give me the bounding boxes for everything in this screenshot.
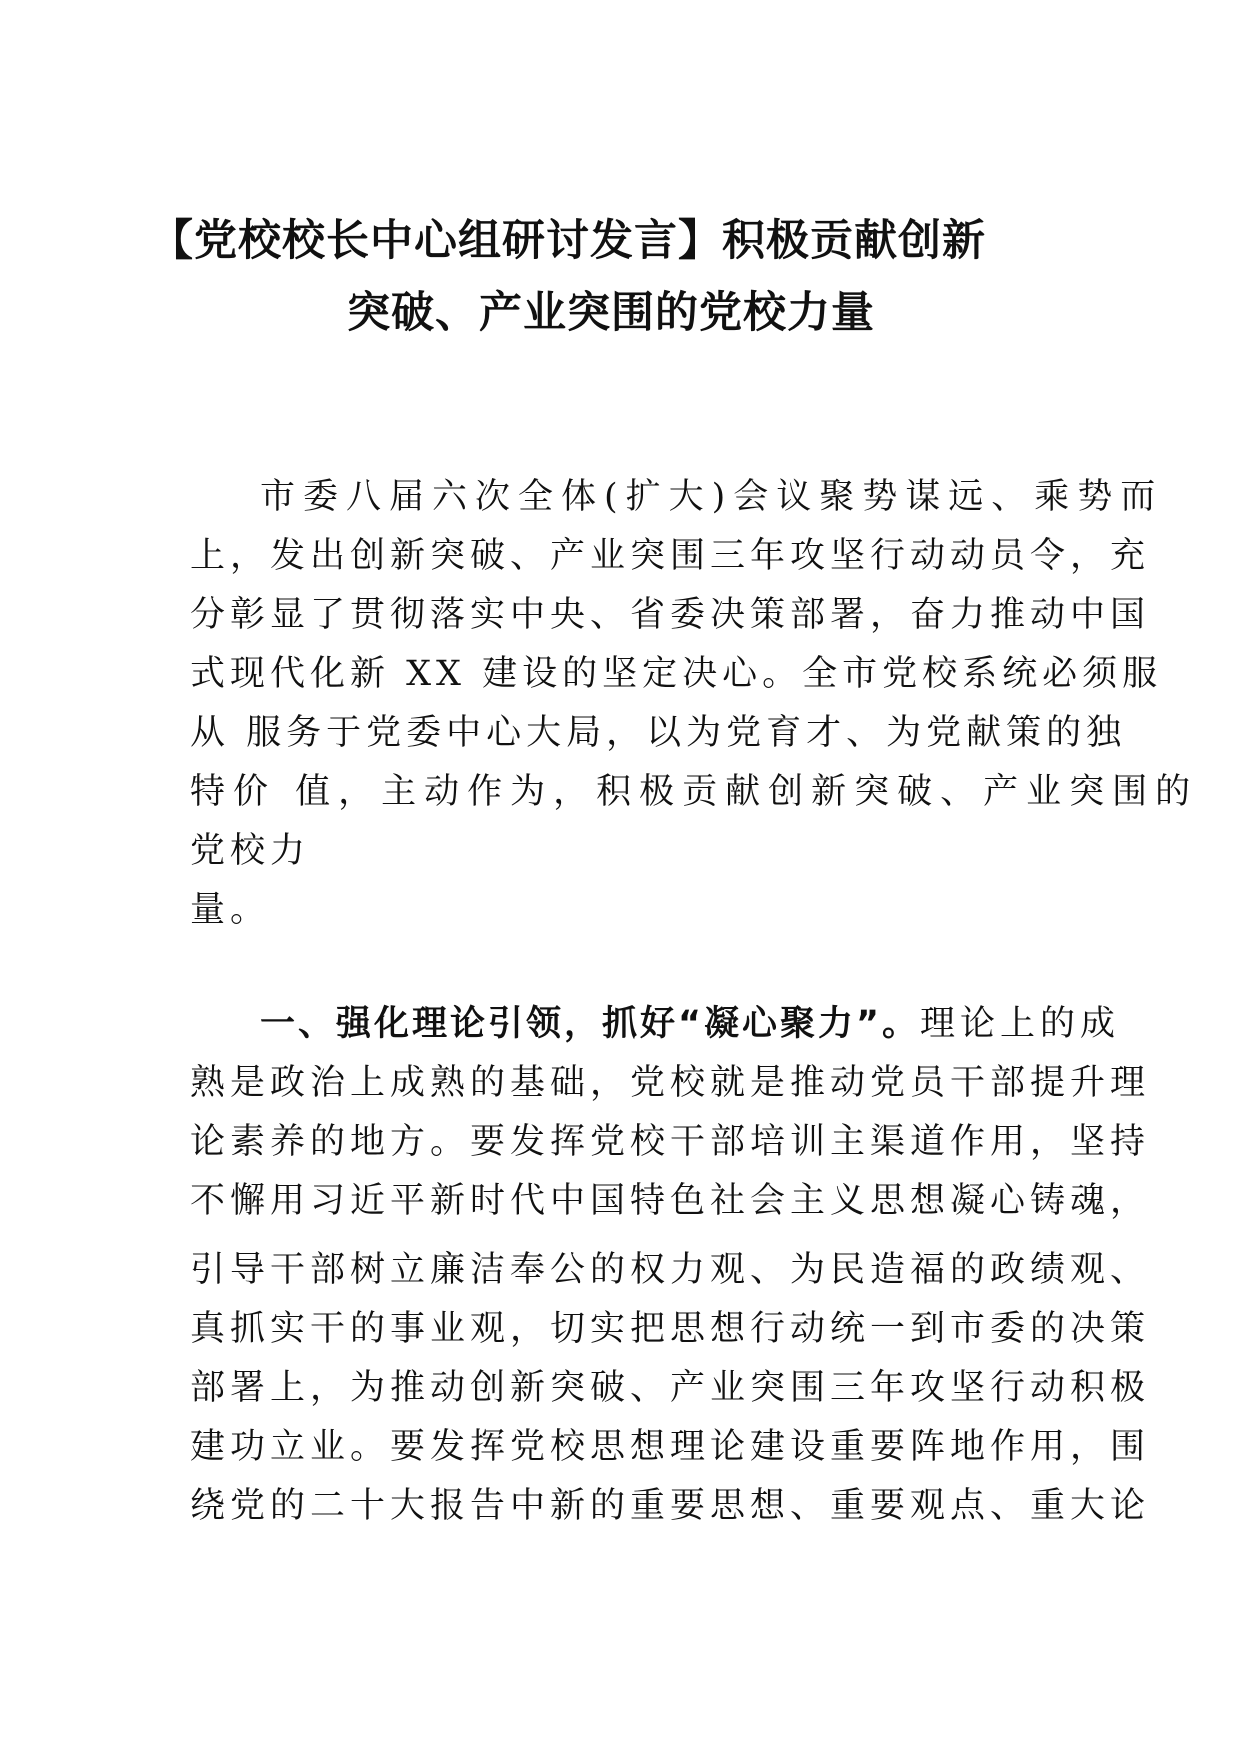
paragraph-1-line: 从 服务于党委中心大局，以为党育才、为党献策的独: [190, 713, 1127, 753]
paragraph-2-line: 熟是政治上成熟的基础，党校就是推动党员干部提升理: [190, 1063, 1151, 1103]
paragraph-1-line: 党校力: [190, 831, 311, 871]
paragraph-2-line: 绕党的二十大报告中新的重要思想、重要观点、重大论: [190, 1486, 1151, 1526]
paragraph-2-line: 论素养的地方。要发挥党校干部培训主渠道作用，坚持: [190, 1122, 1151, 1162]
paragraph-2-line: 不懈用习近平新时代中国特色社会主义思想凝心铸魂，: [190, 1181, 1151, 1221]
document-title: [150, 205, 1090, 349]
title-line-2: 突破、产业突围的党校力量: [347, 288, 875, 338]
paragraph-1: [190, 468, 1199, 940]
paragraph-1-line: 市委八届六次全体(扩大)会议聚势谋远、乘势而: [260, 477, 1164, 517]
paragraph-1-line: 特价 值，主动作为，积极贡献创新突破、产业突围的: [190, 772, 1199, 812]
paragraph-2-first-line-rest: 理论上的成: [920, 1004, 1121, 1044]
paragraph-2-line: 真抓实干的事业观，切实把思想行动统一到市委的决策: [190, 1309, 1151, 1349]
paragraph-1-line: 式现代化新 XX 建设的坚定决心。全市党校系统必须服: [190, 654, 1163, 694]
section-heading: 一、强化理论引领，抓好“凝心聚力”。: [260, 1004, 921, 1044]
paragraph-1-line: 上，发出创新突破、产业突围三年攻坚行动动员令，充: [190, 536, 1151, 576]
paragraph-2: [190, 995, 1151, 1536]
paragraph-2-line: 建功立业。要发挥党校思想理论建设重要阵地作用，围: [190, 1427, 1151, 1467]
paragraph-2-first-line: [190, 995, 1121, 1054]
paragraph-1-line: 分彰显了贯彻落实中央、省委决策部署，奋力推动中国: [190, 595, 1151, 635]
paragraph-1-line: 量。: [190, 890, 271, 930]
paragraph-2-line: 引导干部树立廉洁奉公的权力观、为民造福的政绩观、: [190, 1250, 1151, 1290]
paragraph-2-line: 部署上，为推动创新突破、产业突围三年攻坚行动积极: [190, 1368, 1151, 1408]
title-line-1: 【党校校长中心组研讨发言】积极贡献创新: [150, 216, 986, 266]
